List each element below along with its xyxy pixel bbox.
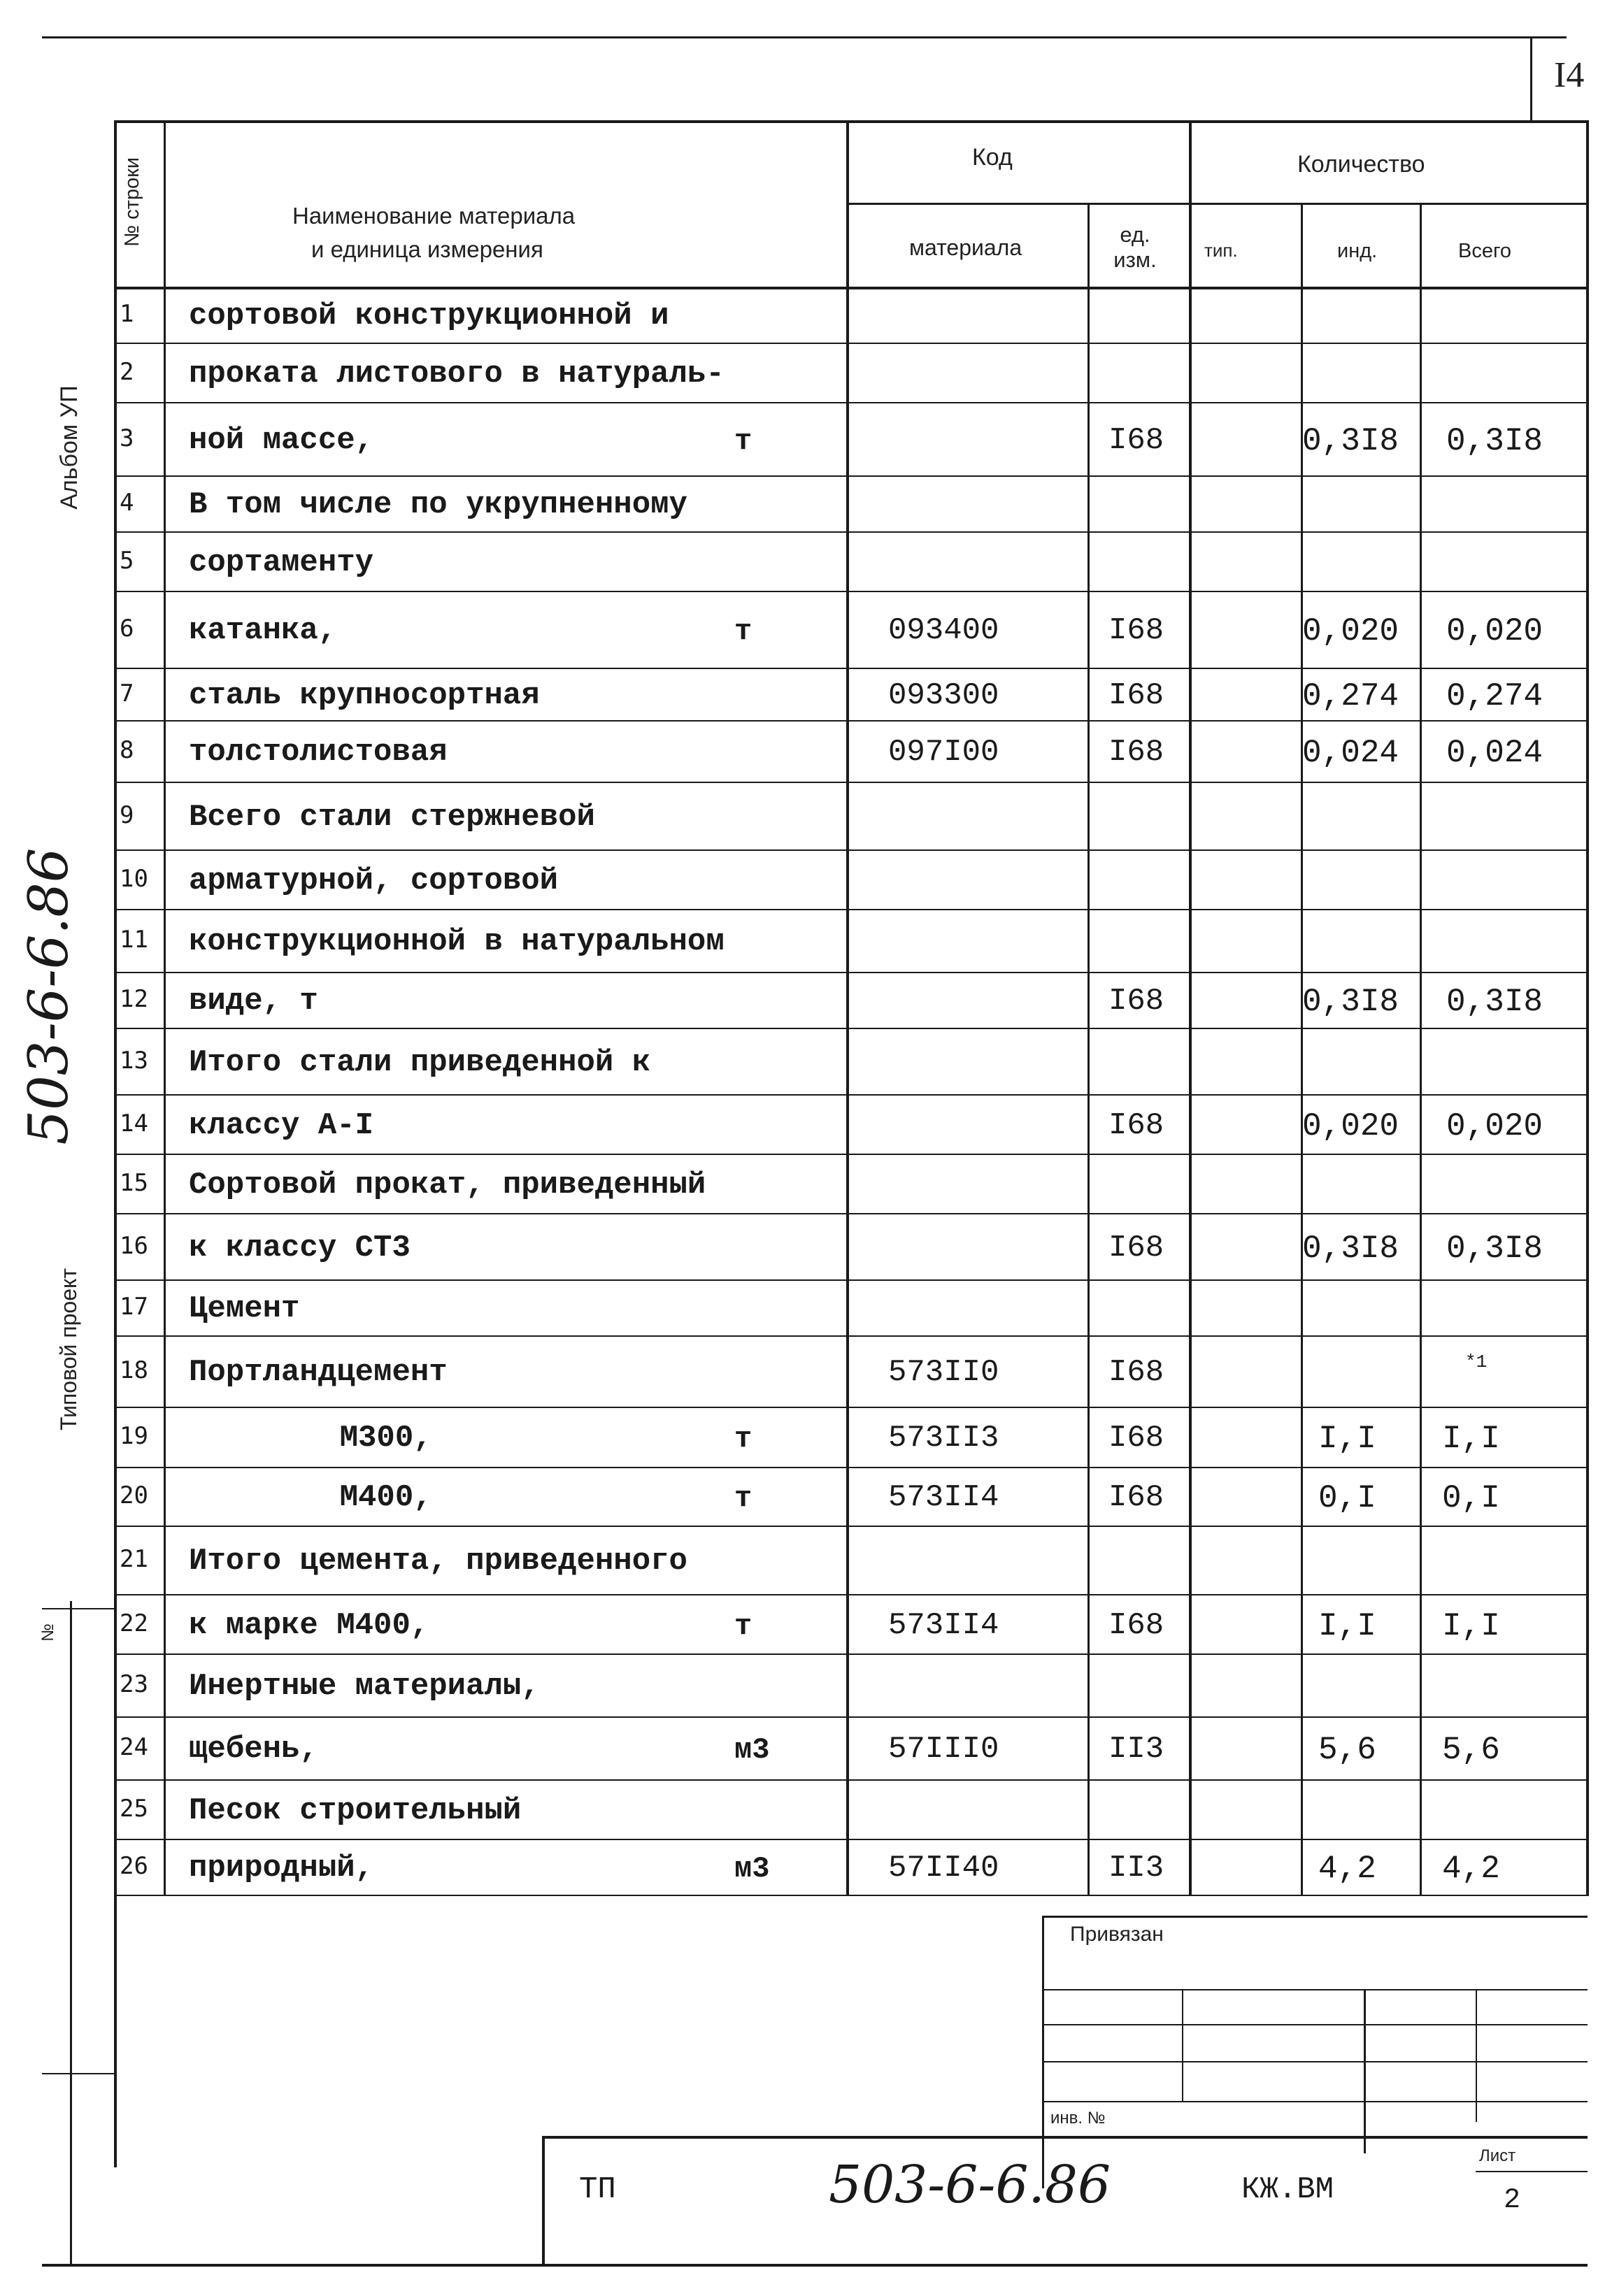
material-unit: т <box>734 615 753 648</box>
stamp-top-border <box>1042 1916 1588 1918</box>
material-unit: т <box>734 1609 753 1643</box>
stamp-bound-label: Привязан <box>1070 1923 1164 1946</box>
row-number: 1 <box>120 300 134 328</box>
row-number: 23 <box>120 1670 148 1698</box>
col-divider-name <box>846 120 849 1895</box>
row-number: 8 <box>120 736 134 764</box>
header-bottom-border <box>114 287 1586 289</box>
row-divider <box>114 1526 1586 1527</box>
row-divider <box>114 1839 1586 1840</box>
row-number: 15 <box>120 1168 148 1197</box>
material-name: арматурной, сортовой <box>189 863 559 898</box>
margin-divider-2 <box>42 2073 115 2074</box>
row-divider <box>114 849 1586 851</box>
row-number: 7 <box>120 679 134 708</box>
material-unit: м3 <box>734 1733 770 1767</box>
row-divider <box>114 972 1586 973</box>
qty-individual: 0,3I8 <box>1302 422 1399 459</box>
material-code: 573II4 <box>888 1607 999 1643</box>
row-divider <box>114 1895 1586 1896</box>
row-number: 24 <box>120 1733 148 1761</box>
row-divider <box>114 1028 1586 1029</box>
stamp-tp-label: ТП <box>579 2172 616 2207</box>
qty-total: 5,6 <box>1442 1732 1500 1768</box>
row-number: 14 <box>120 1109 148 1138</box>
stamp-doc-code: КЖ.ВМ <box>1241 2172 1334 2207</box>
stamp-left-border <box>1042 1916 1044 2188</box>
header-name-line2: и единица измерения <box>311 236 543 262</box>
unit-code: II3 <box>1108 1851 1164 1886</box>
material-code: 573II3 <box>888 1421 999 1456</box>
material-name: сортовой конструкционной и <box>189 299 669 333</box>
material-name: виде, т <box>189 984 318 1019</box>
material-name: катанка, <box>189 613 337 648</box>
unit-code: II3 <box>1108 1732 1164 1767</box>
row-number: 16 <box>120 1231 148 1260</box>
stamp-project-code: 503-6-6.86 <box>829 2155 1111 2215</box>
row-divider <box>114 1335 1586 1337</box>
row-number: 12 <box>120 985 148 1013</box>
header-material: материала <box>909 235 1022 260</box>
row-number: 26 <box>120 1852 148 1880</box>
row-divider <box>114 1653 1586 1655</box>
qty-total: 0,3I8 <box>1446 422 1543 459</box>
unit-code: I68 <box>1108 735 1164 770</box>
material-name: Итого стали приведенной к <box>189 1045 651 1080</box>
row-number: 6 <box>120 615 134 643</box>
material-code: 093400 <box>888 613 999 648</box>
qty-individual: 0,020 <box>1302 613 1399 650</box>
row-divider <box>114 402 1586 403</box>
sheet-box-top <box>1476 2171 1588 2172</box>
row-number: 22 <box>120 1609 148 1637</box>
qty-total: I,I <box>1442 1607 1500 1644</box>
qty-total: 0,024 <box>1446 735 1543 771</box>
header-total: Всего <box>1458 240 1512 262</box>
qty-individual: 0,024 <box>1302 735 1399 771</box>
stamp-line-4 <box>1042 2101 1588 2102</box>
material-name: сортаменту <box>189 545 374 580</box>
page-bottom-border <box>42 2264 1588 2267</box>
material-code: 573II0 <box>888 1355 999 1390</box>
qty-total: 4,2 <box>1442 1851 1500 1887</box>
qty-total: I,I <box>1442 1421 1500 1457</box>
row-divider <box>114 343 1586 344</box>
qty-individual: I,I <box>1318 1607 1376 1644</box>
material-name: М300, <box>266 1421 432 1456</box>
qty-total: 0,020 <box>1446 1107 1543 1145</box>
material-code: 573II4 <box>888 1480 999 1515</box>
stamp-sheet-label: Лист <box>1479 2146 1516 2165</box>
material-code: 57II40 <box>888 1851 999 1886</box>
material-unit: т <box>734 424 753 458</box>
stamp-line-2 <box>1042 2024 1588 2025</box>
row-number: 10 <box>120 864 148 893</box>
row-divider <box>114 531 1586 533</box>
material-name: к классу СТ3 <box>189 1230 411 1265</box>
unit-code: I68 <box>1108 422 1164 458</box>
material-name: ной массе, <box>189 422 374 458</box>
unit-code: I68 <box>1108 1480 1164 1515</box>
sheet-number-box-left <box>1530 36 1532 122</box>
col-divider-number <box>164 120 166 1895</box>
row-number: 11 <box>120 926 148 954</box>
row-number: 9 <box>120 801 134 829</box>
unit-code: I68 <box>1108 1421 1164 1456</box>
header-subdivider <box>846 203 1586 205</box>
row-number: 18 <box>120 1356 148 1384</box>
material-name: конструкционной в натуральном <box>189 924 725 959</box>
row-number: 19 <box>120 1422 148 1450</box>
material-name: проката листового в натураль- <box>189 356 725 392</box>
material-code: 093300 <box>888 677 999 713</box>
qty-total: 0,I <box>1442 1480 1500 1516</box>
material-name: толстолистовая <box>189 735 448 770</box>
row-divider <box>114 1407 1586 1408</box>
margin-project-code: 503-6-6.86 <box>17 847 80 1145</box>
margin-divider-1 <box>42 1608 115 1609</box>
title-block-top <box>542 2136 1588 2139</box>
row-divider <box>114 1094 1586 1096</box>
row-divider <box>114 720 1586 722</box>
project-type-label: Типовой проект <box>56 1268 81 1431</box>
stamp-line-1 <box>1042 1989 1588 1990</box>
unit-code: I68 <box>1108 1355 1164 1390</box>
table-left-border <box>114 120 117 2167</box>
material-name: Цемент <box>189 1291 300 1326</box>
header-individual: инд. <box>1337 240 1378 262</box>
material-name: Всего стали стержневой <box>189 799 595 835</box>
material-name: Итого цемента, приведенного <box>189 1544 687 1579</box>
margin-inner-border <box>70 1601 72 2264</box>
row-divider <box>114 1213 1586 1214</box>
row-divider <box>114 591 1586 592</box>
material-name: щебень, <box>189 1732 318 1767</box>
material-name: Песок строительный <box>189 1793 522 1828</box>
material-name: классу А-I <box>189 1107 374 1143</box>
material-name: Портландцемент <box>189 1355 448 1390</box>
stamp-col-2 <box>1364 1989 1366 2153</box>
row-number: 2 <box>120 357 134 386</box>
row-number: 13 <box>120 1046 148 1075</box>
row-divider <box>114 1154 1586 1155</box>
material-name: М400, <box>266 1480 432 1515</box>
row-number: 20 <box>120 1481 148 1509</box>
material-unit: м3 <box>734 1852 770 1886</box>
header-code: Код <box>972 144 1013 171</box>
stamp-inv-label: инв. № <box>1050 2109 1106 2128</box>
row-number: 5 <box>120 546 134 575</box>
row-divider <box>114 668 1586 669</box>
material-unit: т <box>734 1481 753 1515</box>
material-name: Сортовой прокат, приведенный <box>189 1167 706 1203</box>
row-divider <box>114 1779 1586 1781</box>
unit-code: I68 <box>1108 984 1164 1019</box>
qty-total: 0,3I8 <box>1446 1230 1543 1267</box>
header-row-number: № строки <box>121 157 143 247</box>
header-unit: ед. изм. <box>1113 222 1157 272</box>
col-divider-unit <box>1189 120 1192 1895</box>
qty-total: 0,020 <box>1446 613 1543 650</box>
qty-individual: I,I <box>1318 1421 1376 1457</box>
material-name: сталь крупносортная <box>189 677 540 713</box>
table-right-border <box>1586 120 1589 1896</box>
row-divider <box>114 475 1586 477</box>
row-number: 17 <box>120 1293 148 1321</box>
col-divider-ind <box>1420 203 1422 1895</box>
material-code: 097I00 <box>888 735 999 770</box>
qty-individual: 0,274 <box>1302 677 1399 715</box>
qty-total: 0,274 <box>1446 677 1543 715</box>
header-name-line1: Наименование материала <box>292 203 576 229</box>
title-block-left <box>542 2136 545 2265</box>
unit-code: I68 <box>1108 1107 1164 1143</box>
row-number: 21 <box>120 1545 148 1573</box>
material-name: природный, <box>189 1851 374 1886</box>
qty-individual: 0,3I8 <box>1302 984 1399 1020</box>
row-divider <box>114 909 1586 910</box>
qty-individual: 0,3I8 <box>1302 1230 1399 1267</box>
header-quantity: Количество <box>1297 151 1425 178</box>
album-label: Альбом УП <box>56 385 83 510</box>
qty-individual: 0,020 <box>1302 1107 1399 1145</box>
unit-code: I68 <box>1108 677 1164 713</box>
row-divider <box>114 1467 1586 1468</box>
material-unit: т <box>734 1422 753 1456</box>
stamp-col-3 <box>1476 1989 1477 2122</box>
row-divider <box>114 1279 1586 1281</box>
qty-individual: 4,2 <box>1318 1851 1376 1887</box>
row-divider <box>114 1594 1586 1595</box>
header-typical: тип. <box>1204 240 1238 261</box>
material-name: В том числе по укрупненному <box>189 487 687 522</box>
qty-total: 0,3I8 <box>1446 984 1543 1020</box>
table-top-border <box>114 120 1589 123</box>
unit-code: I68 <box>1108 1230 1164 1265</box>
stamp-sheet-value: 2 <box>1504 2185 1521 2216</box>
sheet-number: I4 <box>1554 55 1585 95</box>
material-code: 57III0 <box>888 1732 999 1767</box>
unit-code: I68 <box>1108 613 1164 648</box>
col-divider-code <box>1087 203 1090 1895</box>
top-rule <box>42 36 1567 38</box>
row-number: 25 <box>120 1794 148 1823</box>
inventory-mark: № <box>38 1623 57 1642</box>
qty-total: *1 <box>1465 1351 1488 1372</box>
qty-individual: 5,6 <box>1318 1732 1376 1768</box>
material-name: Инертные материалы, <box>189 1669 540 1704</box>
row-divider <box>114 1716 1586 1718</box>
row-number: 4 <box>120 489 134 517</box>
material-name: к марке М400, <box>189 1607 429 1643</box>
row-number: 3 <box>120 424 134 452</box>
row-divider <box>114 782 1586 783</box>
stamp-line-3 <box>1042 2061 1588 2062</box>
stamp-col-1 <box>1182 1989 1183 2101</box>
qty-individual: 0,I <box>1318 1480 1376 1516</box>
unit-code: I68 <box>1108 1607 1164 1643</box>
